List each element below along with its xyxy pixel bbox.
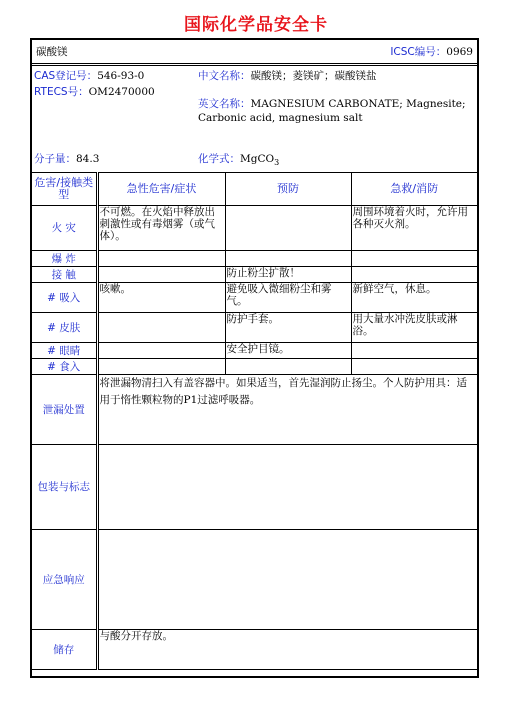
table-row <box>32 359 477 375</box>
storage-text: 与酸分开存放。 <box>97 630 477 670</box>
table-row <box>32 206 477 251</box>
cell-prevention: 避免吸入微细粉尘和雾气。 <box>225 283 351 313</box>
cell-prevention <box>225 206 351 251</box>
cn-name-label: 中文名称： <box>198 70 251 82</box>
cell-aid: 周围环境着火时，允许用各种灭火剂。 <box>351 206 477 251</box>
chinese-name <box>198 69 377 83</box>
table-row <box>32 445 477 530</box>
cell-prevention <box>225 251 351 267</box>
section-emergency: 应急响应 <box>32 530 97 630</box>
cas-number <box>34 69 144 83</box>
cell-prevention: 安全护目镜。 <box>225 343 351 359</box>
rtecs-value: OM2470000 <box>88 86 155 98</box>
row-type-fire: 火 灾 <box>32 206 97 251</box>
table-row <box>32 630 477 670</box>
cell-symptom <box>97 343 225 359</box>
table-row <box>32 251 477 267</box>
header-divider <box>32 63 477 66</box>
cell-aid: 新鲜空气，休息。 <box>351 283 477 313</box>
safety-card <box>30 38 479 678</box>
molecular-weight <box>34 152 99 166</box>
cas-label: CAS登记号： <box>34 70 98 82</box>
hazard-table <box>32 172 477 670</box>
cell-aid: 用大量水冲洗皮肤或淋浴。 <box>351 313 477 343</box>
section-storage: 储存 <box>32 630 97 670</box>
table-row <box>32 343 477 359</box>
icsc-number <box>390 45 473 59</box>
rtecs-label: RTECS号： <box>34 86 89 98</box>
english-name-line2: Carbonic acid, magnesium salt <box>198 112 363 124</box>
table-row <box>32 313 477 343</box>
formula-subscript: 3 <box>274 158 280 167</box>
mw-label: 分子量： <box>34 153 76 165</box>
cell-symptom <box>97 267 225 283</box>
section-packaging: 包装与标志 <box>32 445 97 530</box>
row-type-skin: # 皮肤 <box>32 313 97 343</box>
cell-symptom <box>97 359 225 375</box>
cell-symptom: 不可燃。在火焰中释放出刺激性或有毒烟雾（或气体）。 <box>97 206 225 251</box>
cell-symptom: 咳嗽。 <box>97 283 225 313</box>
table-row <box>32 267 477 283</box>
english-name <box>198 97 466 111</box>
header-first-aid: 急救/消防 <box>351 173 477 206</box>
chemical-formula <box>198 152 279 166</box>
row-type-explosion: 爆 炸 <box>32 251 97 267</box>
spill-text: 将泄漏物清扫入有盖容器中。如果适当，首先湿润防止扬尘。个人防护用具：适用于惰性颗粒物的P1过滤呼吸器。 <box>97 375 477 445</box>
header-symptoms: 急性危害/症状 <box>97 173 225 206</box>
cell-symptom <box>97 313 225 343</box>
header-prevention: 预防 <box>225 173 351 206</box>
packaging-text <box>97 445 477 530</box>
row-type-inhalation: # 吸入 <box>32 283 97 313</box>
table-row <box>32 530 477 630</box>
cn-name-value: 碳酸镁；菱镁矿；碳酸镁盐 <box>250 70 377 82</box>
card-title: 国际化学品安全卡 <box>184 15 328 35</box>
cell-prevention <box>225 359 351 375</box>
icsc-label: ICSC编号： <box>390 46 447 58</box>
chemical-name: 碳酸镁 <box>36 46 68 58</box>
cell-aid <box>351 251 477 267</box>
table-row <box>32 283 477 313</box>
formula-label: 化学式： <box>198 153 240 165</box>
cell-prevention: 防止粉尘扩散！ <box>225 267 351 283</box>
en-name-label: 英文名称： <box>198 98 251 110</box>
row-type-eyes: # 眼睛 <box>32 343 97 359</box>
section-spill: 泄漏处置 <box>32 375 97 445</box>
mw-value: 84.3 <box>76 153 100 165</box>
cell-aid <box>351 359 477 375</box>
row-type-contact: 接 触 <box>32 267 97 283</box>
cas-value: 546-93-0 <box>97 70 145 82</box>
cell-aid <box>351 343 477 359</box>
table-header-row <box>32 173 477 206</box>
row-type-ingestion: # 食入 <box>32 359 97 375</box>
cell-prevention: 防护手套。 <box>225 313 351 343</box>
en-name-line1: MAGNESIUM CARBONATE; Magnesite; <box>250 98 466 110</box>
formula-main: MgCO <box>240 153 275 165</box>
icsc-value: 0969 <box>446 46 473 58</box>
table-row <box>32 375 477 445</box>
cell-symptom <box>97 251 225 267</box>
cell-aid <box>351 267 477 283</box>
rtecs-number <box>34 85 155 99</box>
emergency-text <box>97 530 477 630</box>
header-type: 危害/接触类型 <box>32 173 97 206</box>
